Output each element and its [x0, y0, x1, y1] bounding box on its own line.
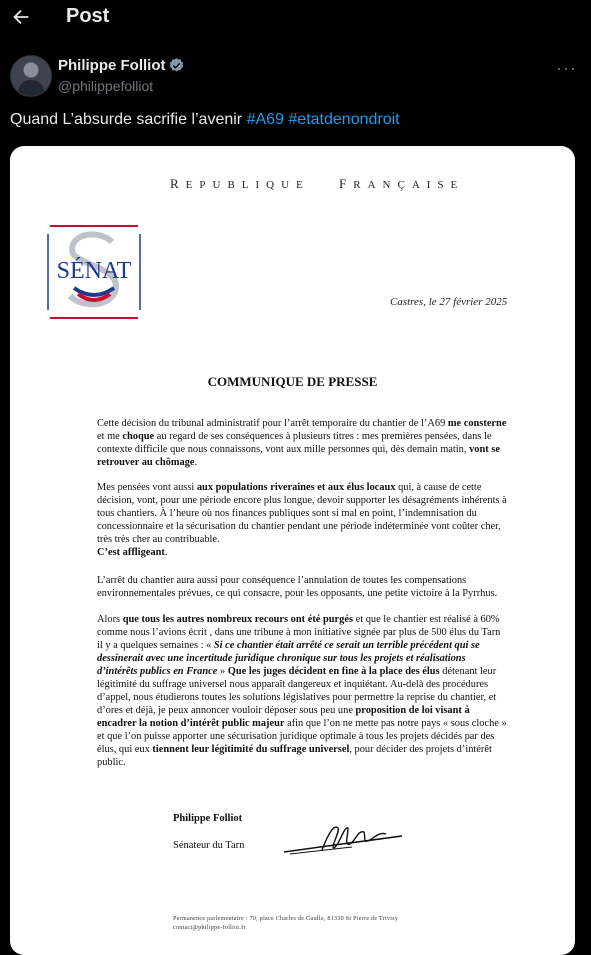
paragraph-4: Alors que tous les autres nombreux recours ont été purgés et que le chantier est réalisé à 60% comme nous l’avions écrit , dans une tribune à mon initiative signée par plus de 500 élus du Tarn il y a quelques semaines : « Si ce chantier était arrêté ce serait un terrible précédent qui se dessinerait avec une incertitude juridique chronique sur tous les projets et réalisations d’intérêts publics en France » Que les juges décident en fine à la place des élus détenant leur légitimité du suffrage universel nous apparaît dangereux et inquiétant. Au-delà des procédures d’appel, nous étudierons toutes les solutions législatives pour permettre la reprise du chantier, et d’ores et déjà, je peux annoncer vouloir déposer sous peu une proposition de loi visant à encadrer la notion d’intérêt public majeur afin que l’on ne mette pas notre pays « sous cloche » et que l’on puisse apporter une sécurisation juridique optimale à tous les projets décidés par des élus, qui eux tiennent leur légitimité du suffrage universel, pour décider des projets d’intérêt public.	[97, 614, 507, 768]
place-date: Castres, le 27 février 2025	[390, 296, 508, 308]
document-footer	[173, 915, 398, 933]
author-name[interactable]: Philippe Folliot	[58, 57, 166, 74]
tweet-body: Quand L’absurde sacrifie l’avenir	[10, 111, 247, 128]
avatar[interactable]	[10, 55, 52, 97]
page-title: Post	[66, 5, 110, 27]
top-bar	[0, 0, 591, 34]
paragraph-2: Mes pensées vont aussi aux populations riveraines et aux élus locaux qui, à cause de cette décision, vont, pour une période encore plus longue, devoir supporter les désagréments inhérents à tous chantiers. À l’heure où nos finances publiques sont si mal en point, l’indemnisation du concessionnaire et la sécurisation du chantier pendant une période indéterminée vont coûter cher, très très cher au contribuable. C’est affligeant.	[97, 482, 507, 558]
paragraph-1: Cette décision du tribunal administratif pour l’arrêt temporaire du chantier de l’A69 me consterne et me choque au regard de ses conséquences à plusieurs titres : mes premières pensées, dans le contexte difficile que nous connaissons, vont aux mille personnes qui, dès demain matin, vont se retrouver au chômage.	[97, 418, 507, 468]
footer-address: Permanence parlementaire : 70, place Charles de Gaulle, 81330 St Pierre de Trivisy	[173, 916, 399, 922]
author-handle[interactable]: @philippefolliot	[58, 78, 154, 94]
paragraph-3: L’arrêt du chantier aura aussi pour conséquence l’annulation de toutes les compensations environnementales prévues, ce qui consacre, pour les opposants, une petite victoire à la Pyrrhus.	[97, 575, 498, 599]
attached-image[interactable]	[10, 146, 575, 955]
senat-logo-text: SÉNAT	[56, 258, 132, 284]
footer-email: contact@philippe-folliot.fr	[173, 925, 246, 931]
back-arrow-icon[interactable]	[10, 6, 32, 28]
more-options-icon[interactable]: ···	[556, 58, 577, 78]
hashtag-link[interactable]: #etatdenondroit	[288, 111, 400, 128]
handwritten-signature	[282, 814, 407, 858]
senat-logo	[46, 224, 142, 320]
signatory-name: Philippe Folliot	[173, 813, 243, 824]
signatory-title: Sénateur du Tarn	[173, 840, 245, 851]
tweet-text	[10, 111, 400, 129]
hashtag-link[interactable]: #A69	[246, 111, 284, 128]
document-header-republique: REPUBLIQUE FRANÇAISE	[170, 176, 465, 191]
press-release-title: COMMUNIQUE DE PRESSE	[207, 374, 378, 389]
verified-badge-icon	[168, 57, 185, 74]
